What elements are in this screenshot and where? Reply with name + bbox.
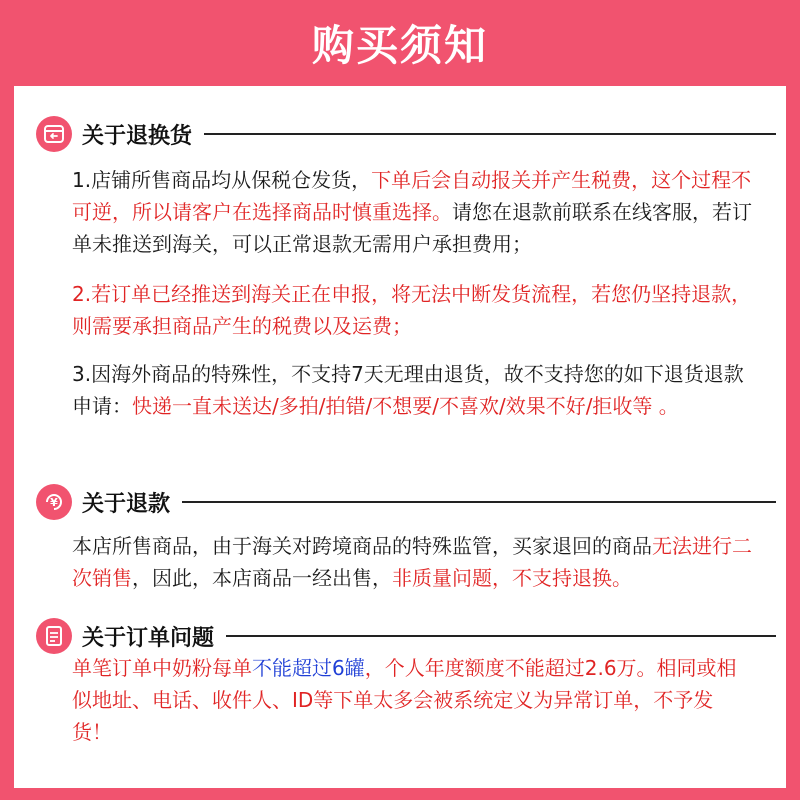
section-divider: [226, 635, 776, 637]
header-banner: [0, 0, 800, 86]
return-box-icon: [36, 116, 72, 152]
returns-paragraph-2: 2.若订单已经推送到海关正在申报，将无法中断发货流程，若您仍坚持退款，则需要承担商品产生的税费以及运费；: [72, 282, 752, 338]
returns-paragraph-1: 1.店铺所售商品均从保税仓发货，下单后会自动报关并产生税费，这个过程不可逆，所以请客户在选择商品时慎重选择。请您在退款前联系在线客服，若订单未推送到海关，可以正常退款无需用户承担费用；: [72, 168, 752, 256]
section-divider: [204, 133, 776, 135]
page-title: 购买须知: [311, 21, 488, 70]
orders-paragraph-1: 单笔订单中奶粉每单不能超过6罐，个人年度额度不能超过2.6万。相同或相似地址、电话、收件人、ID等下单太多会被系统定义为异常订单，不予发货！: [72, 656, 737, 744]
section-title-refund: 关于退款: [82, 491, 171, 517]
section-title-orders: 关于订单问题: [82, 625, 215, 651]
refund-paragraph-1: 本店所售商品，由于海关对跨境商品的特殊监管，买家退回的商品无法进行二次销售，因此，本店商品一经出售，非质量问题，不支持退换。: [72, 534, 752, 590]
section-divider: [182, 501, 776, 503]
returns-paragraph-3: 3.因海外商品的特殊性，不支持7天无理由退货，故不支持您的如下退货退款申请：快递一直未送达/多拍/拍错/不想要/不喜欢/效果不好/拒收等 。: [72, 362, 744, 418]
section-header-refund: [36, 482, 776, 522]
svg-text:¥: ¥: [50, 496, 58, 509]
section-title-returns: 关于退换货: [82, 123, 193, 149]
content-panel: [14, 86, 786, 788]
section-header-orders: [36, 616, 776, 656]
section-header-returns: [36, 114, 776, 154]
yen-refund-icon: [36, 484, 72, 520]
document-icon: [36, 618, 72, 654]
